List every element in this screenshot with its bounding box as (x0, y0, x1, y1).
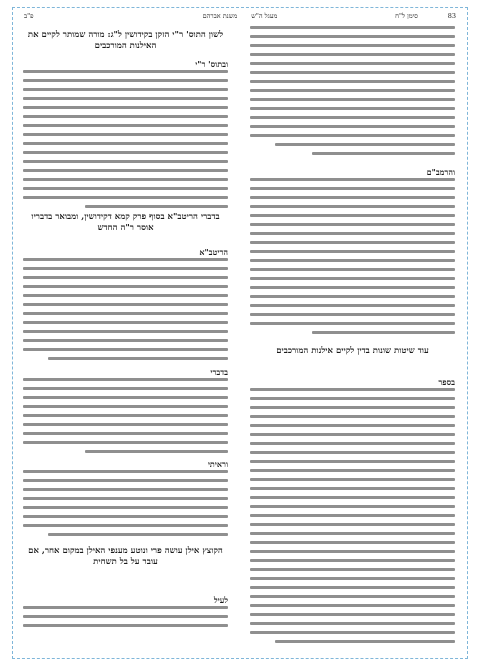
text-line (250, 53, 455, 56)
text-line (23, 423, 228, 426)
text-line (250, 26, 455, 29)
text-line (23, 414, 228, 417)
text-line (250, 232, 455, 235)
text-line (23, 479, 228, 482)
text-line (23, 169, 228, 172)
text-line (250, 487, 455, 490)
page-number-left: פ"ב (24, 12, 34, 20)
paragraph-lead: וראיתי (207, 459, 228, 469)
text-line (250, 71, 455, 74)
text-line (250, 134, 455, 137)
page-header (22, 12, 458, 24)
header-center-left: מעגל ה"ש (251, 12, 278, 20)
section-heading: בדברי הריטב"א בסוף פרק קמא דקידושין, ומבואר בדבריו אוסר ר"ה החדש (31, 212, 220, 233)
text-line (23, 106, 228, 109)
paragraph-lead: ובתוס' ר"י (195, 59, 228, 69)
text-line (23, 330, 228, 333)
left-paragraph-vereiti (23, 460, 228, 542)
paragraph-lead: בדברי (210, 367, 228, 377)
text-line (250, 241, 455, 244)
text-line (23, 339, 228, 342)
text-line (23, 187, 228, 190)
text-line (23, 115, 228, 118)
text-line (250, 277, 455, 280)
text-line (250, 98, 455, 101)
header-book-title (203, 12, 278, 20)
right-paragraph-sefer (250, 378, 455, 649)
text-line (250, 295, 455, 298)
section-heading: הקוצץ אילן עושה פרי ונוטע מענפי האילן במקום אחר, אם עובר על בל תשחית (28, 546, 223, 567)
text-line (250, 505, 455, 508)
text-line (23, 432, 228, 435)
text-line (23, 378, 228, 381)
text-line (250, 35, 455, 38)
text-line (250, 223, 455, 226)
text-line (250, 107, 455, 110)
text-line (23, 97, 228, 100)
text-line (85, 450, 229, 453)
page-number-right: 83 (447, 12, 456, 20)
left-heading-1-block (23, 30, 228, 52)
text-line (250, 442, 455, 445)
section-heading: עוד שיטות שונות בדין לקיים אילנות המורכבים (276, 346, 429, 356)
paragraph-lead: לעיל (213, 595, 228, 605)
text-line (275, 143, 455, 146)
right-paragraph-rambam (250, 168, 455, 340)
paragraph-lead: הריטב"א (199, 247, 228, 257)
text-line (23, 133, 228, 136)
text-line (250, 568, 455, 571)
text-line (250, 460, 455, 463)
text-line (250, 514, 455, 517)
text-line (250, 631, 455, 634)
text-line (23, 387, 228, 390)
header-siman: סימן ל"ח (395, 12, 418, 20)
text-line (23, 70, 228, 73)
text-line (23, 267, 228, 270)
text-line (250, 550, 455, 553)
right-text-block-1 (250, 26, 455, 161)
text-line (250, 116, 455, 119)
text-line (23, 497, 228, 500)
text-line (23, 396, 228, 399)
text-line (250, 541, 455, 544)
text-line (250, 304, 455, 307)
section-heading: לשון התוס' ר"י הזקן בקידושין ל"ג: מורה שמותר לקיים את האילנות המורכבים (27, 30, 224, 51)
text-line (275, 640, 455, 643)
text-line (250, 433, 455, 436)
left-paragraph-bedivrei (23, 368, 228, 459)
text-line (250, 80, 455, 83)
text-line (23, 470, 228, 473)
left-paragraph-leil (23, 596, 228, 633)
text-line (23, 124, 228, 127)
text-line (250, 496, 455, 499)
text-line (250, 469, 455, 472)
text-line (23, 196, 228, 199)
text-line (250, 250, 455, 253)
header-center-right: משנת אברהם (202, 12, 238, 20)
text-line (23, 312, 228, 315)
text-line (250, 268, 455, 271)
text-line (250, 523, 455, 526)
text-line (250, 286, 455, 289)
left-column (23, 26, 228, 651)
text-line (48, 533, 228, 536)
text-line (23, 506, 228, 509)
text-line (23, 276, 228, 279)
left-paragraph-tosfot (23, 60, 228, 214)
text-line (250, 622, 455, 625)
text-line (250, 214, 455, 217)
text-line (23, 88, 228, 91)
text-line (250, 586, 455, 589)
text-line (250, 205, 455, 208)
text-line (250, 406, 455, 409)
text-line (23, 285, 228, 288)
text-line (250, 424, 455, 427)
text-line (250, 196, 455, 199)
text-line (23, 524, 228, 527)
right-section-heading (250, 346, 455, 357)
text-line (250, 532, 455, 535)
text-line (23, 151, 228, 154)
text-line (23, 515, 228, 518)
text-line (312, 331, 456, 334)
text-line (23, 142, 228, 145)
text-line (23, 488, 228, 491)
text-line (23, 615, 228, 618)
text-line (250, 313, 455, 316)
text-line (23, 79, 228, 82)
text-line (23, 160, 228, 163)
right-column (250, 26, 455, 651)
text-line (23, 606, 228, 609)
paragraph-lead: והרמב"ם (426, 167, 455, 177)
text-line (250, 89, 455, 92)
text-line (48, 357, 228, 360)
paragraph-lead: בספר (438, 377, 455, 387)
text-line (250, 62, 455, 65)
text-line (250, 613, 455, 616)
text-line (250, 595, 455, 598)
text-line (23, 348, 228, 351)
text-line (250, 577, 455, 580)
text-line (250, 187, 455, 190)
text-line (23, 294, 228, 297)
text-line (23, 303, 228, 306)
text-line (250, 125, 455, 128)
text-line (250, 397, 455, 400)
text-line (250, 322, 455, 325)
text-line (23, 624, 228, 627)
text-line (250, 44, 455, 47)
text-line (23, 258, 228, 261)
text-line (250, 388, 455, 391)
left-heading-3-block (23, 546, 228, 568)
text-line (250, 451, 455, 454)
text-line (312, 152, 456, 155)
text-line (23, 405, 228, 408)
left-heading-2-block (23, 212, 228, 234)
text-line (250, 478, 455, 481)
text-line (250, 559, 455, 562)
left-paragraph-ritva (23, 248, 228, 366)
text-line (23, 178, 228, 181)
text-line (23, 321, 228, 324)
text-line (250, 178, 455, 181)
text-line (250, 259, 455, 262)
text-line (250, 604, 455, 607)
text-line (23, 441, 228, 444)
text-line (250, 415, 455, 418)
text-line (85, 205, 229, 208)
